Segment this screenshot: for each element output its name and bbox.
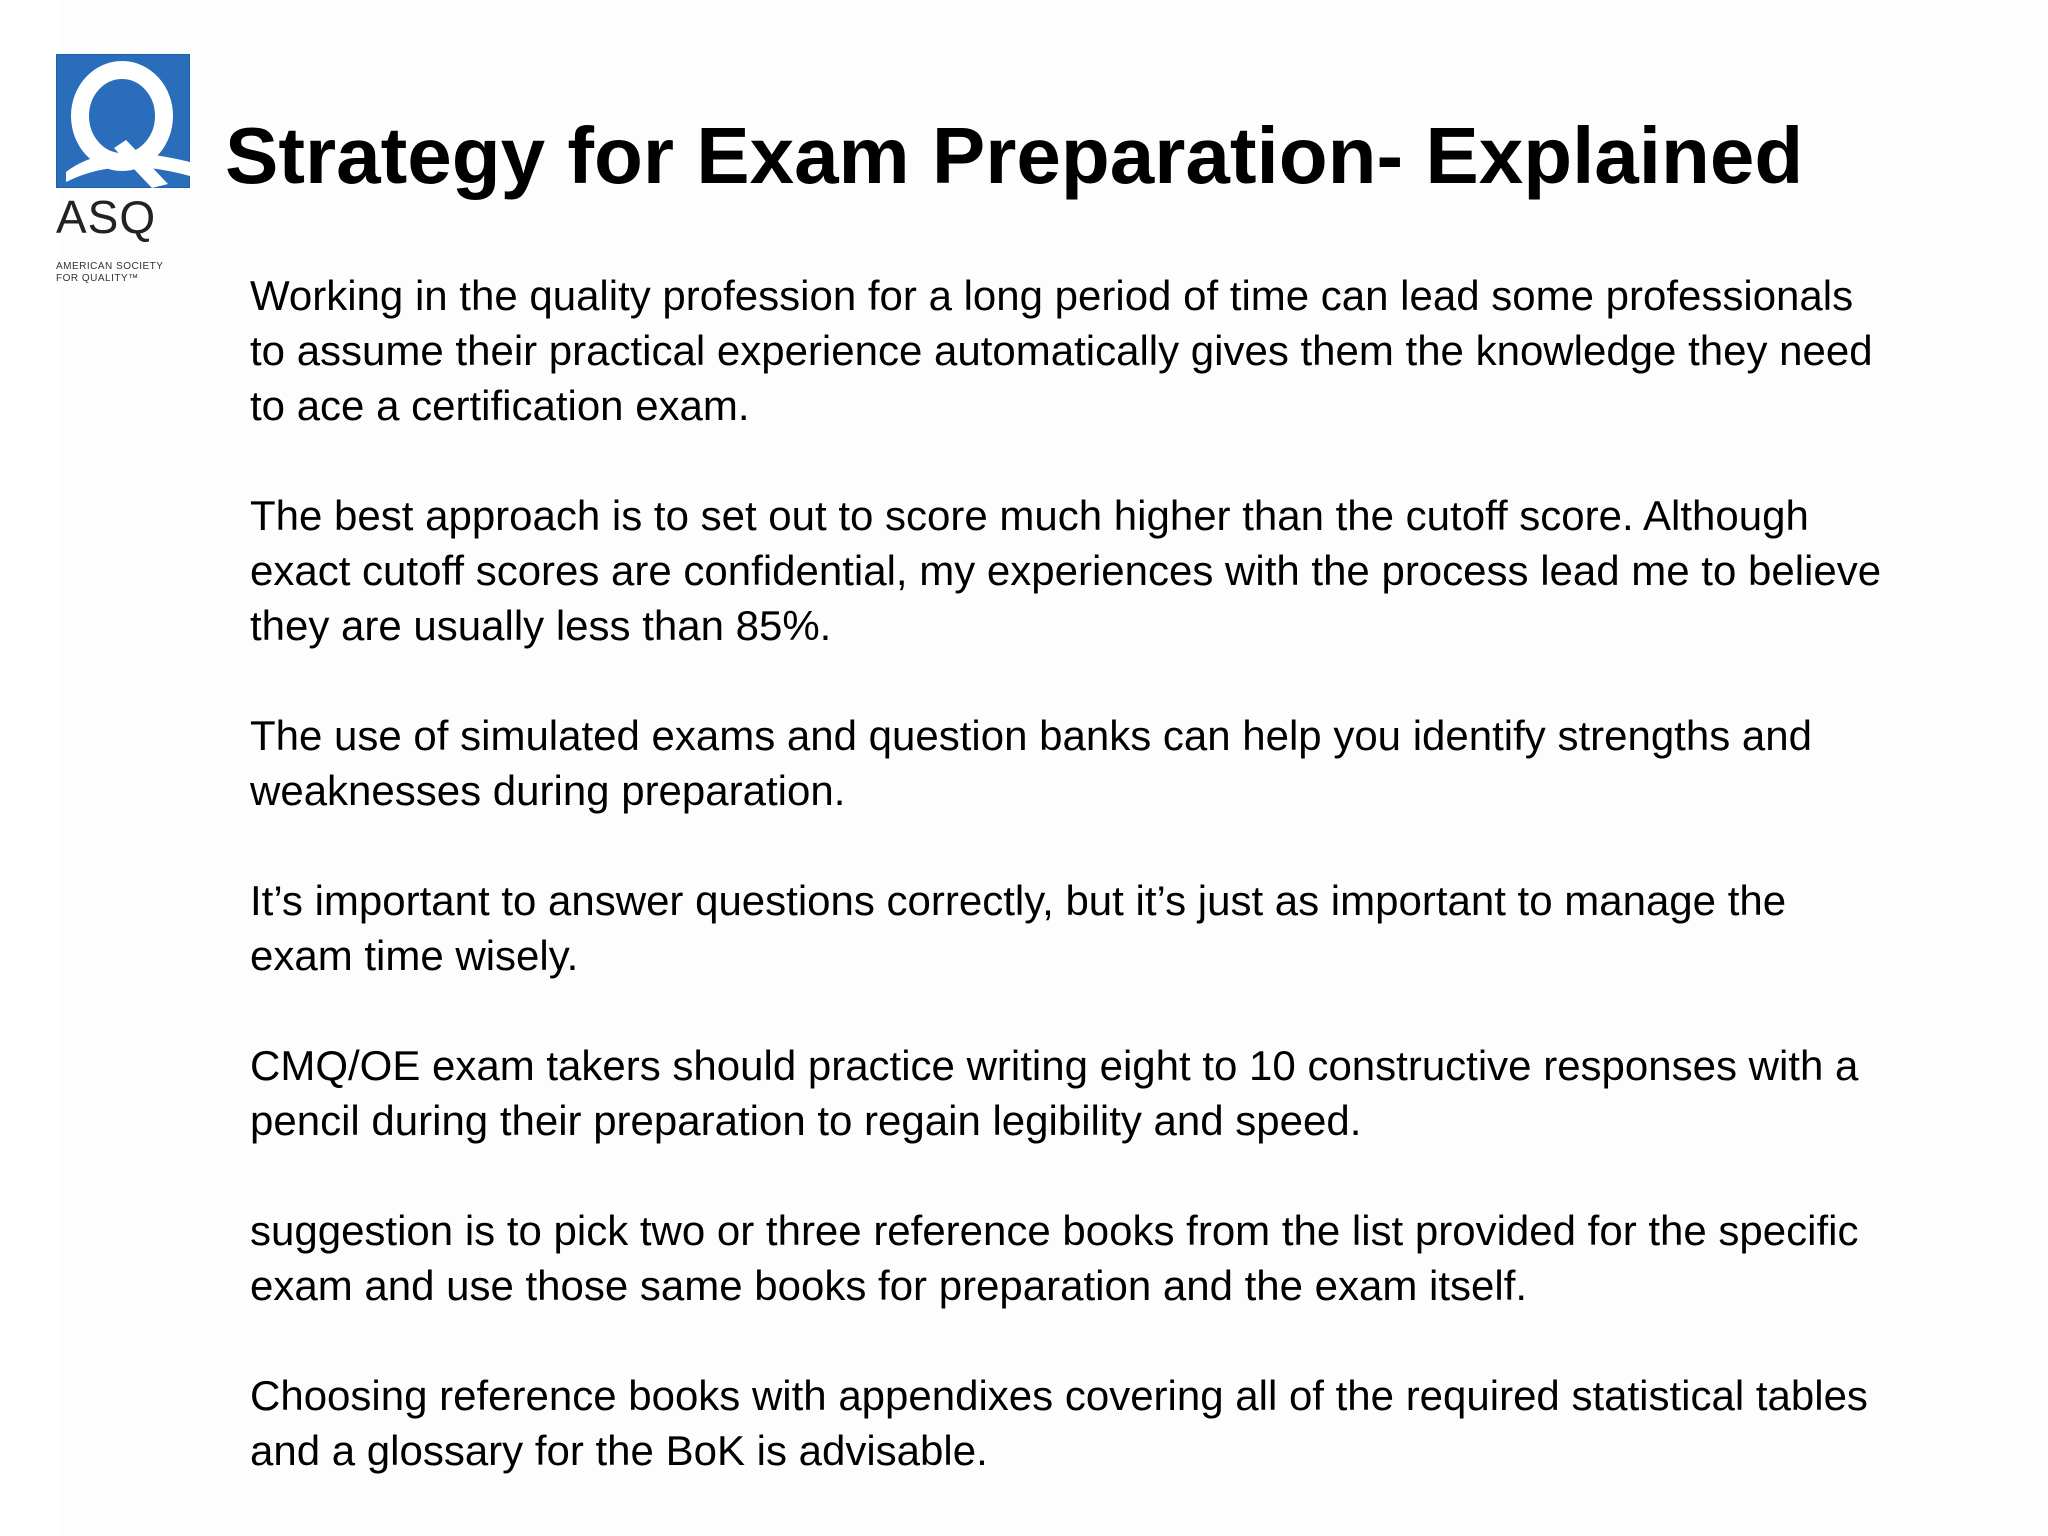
slide-body <box>250 268 1890 1533</box>
paragraph: The use of simulated exams and question banks can help you identify strengths and weaknesses during preparation. <box>250 712 1812 814</box>
paragraph: The best approach is to set out to score much higher than the cutoff score. Although exact cutoff scores are confidential, my experiences with the process lead me to believe they are usually less than 85%. <box>250 492 1882 649</box>
paragraph: CMQ/OE exam takers should practice writing eight to 10 constructive responses with a pencil during their preparation to regain legibility and speed. <box>250 1042 1859 1144</box>
paragraph: suggestion is to pick two or three reference books from the list provided for the specific exam and use those same books for preparation and the exam itself. <box>250 1207 1859 1309</box>
logo-wordmark: ASQ <box>56 191 157 243</box>
logo-tagline: AMERICAN SOCIETY FOR QUALITY™ <box>56 261 164 284</box>
paragraph: Working in the quality profession for a long period of time can lead some professionals to assume their practical experience automatically gives them the knowledge they need to ace a certification exam. <box>250 272 1873 429</box>
slide-title: Strategy for Exam Preparation- Explained <box>225 111 1804 200</box>
asq-q-logo-icon <box>56 54 190 188</box>
paragraph: Choosing reference books with appendixes covering all of the required statistical tables and a glossary for the BoK is advisable. <box>250 1372 1868 1474</box>
asq-logo <box>56 54 196 294</box>
paragraph: It’s important to answer questions correctly, but it’s just as important to manage the exam time wisely. <box>250 877 1787 979</box>
